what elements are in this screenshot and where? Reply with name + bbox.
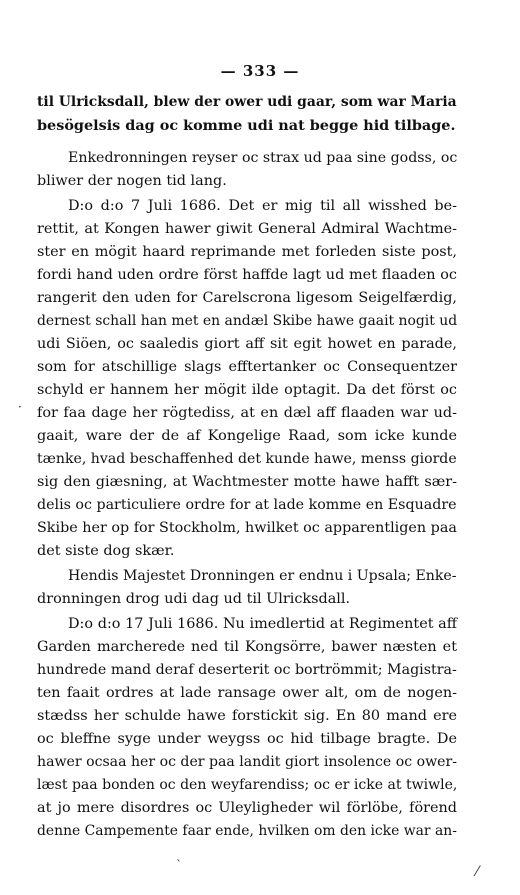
text-line: det siste dog skær.: [37, 543, 175, 559]
scan-speck: ˋ: [176, 858, 182, 872]
text-line: stædss her schulde hawe forstickit sig. En 80 mand ere: [37, 708, 457, 724]
text-line: oc bleffne syge under weygss oc hid tilbage bragte. De: [37, 731, 457, 747]
text-line: Hendis Majestet Dronningen er endnu i Upsala; Enke-: [68, 568, 457, 584]
text-line: D:o d:o 7 Juli 1686. Det er mig til all wisshed be-: [68, 198, 457, 214]
text-line: gaait, ware der de af Kongelige Raad, som icke kunde: [37, 428, 457, 444]
text-line: som for atschillige slags efftertanker oc Consequentzer: [37, 359, 457, 375]
text-line: dronningen drog udi dag ud til Ulricksdall.: [37, 591, 351, 607]
text-line: ster en mögit haard reprimande met forleden siste post,: [37, 244, 457, 260]
text-line: bliwer der nogen tid lang.: [37, 173, 227, 189]
text-line: schyld er hannem her mögit ilde optagit. Da det först oc: [37, 382, 457, 398]
text-line: at jo mere disordres oc Uleyligheder wil förlöbe, förend: [37, 800, 457, 816]
text-line: læst paa bonden oc den weyfarendiss; oc er icke at twiwle,: [37, 777, 458, 793]
text-line: besögelsis dag oc komme udi nat begge hid tilbage.: [37, 117, 456, 134]
text-line: Skibe her op for Stockholm, hwilket oc apparentligen paa: [37, 520, 457, 536]
scan-speck: ·: [18, 400, 22, 414]
text-line: rangerit den uden for Carelscrona ligesom Seigelfærdig,: [37, 290, 457, 306]
scan-speck: ⁄: [476, 864, 479, 880]
text-line: rettit, at Kongen hawer giwit General Admiral Wachtme-: [37, 221, 457, 237]
text-line: Garden marcherede ned til Kongsörre, bawer næsten et: [37, 639, 457, 655]
text-line: Enkedronningen reyser oc strax ud paa sine godss, oc: [68, 150, 458, 166]
text-line: fordi hand uden ordre först haffde lagt ud met flaaden oc: [37, 267, 457, 283]
text-line: dernest schall han met en andæl Skibe hawe gaait nogit ud: [37, 313, 458, 329]
text-line: tænke, hvad beschaffenhed det kunde hawe, menss giorde: [37, 451, 457, 467]
text-line: delis oc particuliere ordre for at lade komme en Esquadre: [37, 497, 457, 513]
text-line: hundrede mand deraf deserterit oc bortrömmit; Magistra-: [37, 662, 457, 678]
text-line: denne Campemente faar ende, hvilken om den icke war an-: [37, 823, 457, 839]
text-line: for faa dage her rögtediss, at en dæl aff flaaden war ud-: [37, 405, 457, 421]
page-number-header: — 333 —: [220, 62, 300, 80]
text-line: udi Siöen, oc saaledis giort aff sit egit howet en parade,: [37, 336, 457, 352]
text-line: ten faait ordres at lade ransage ower alt, om de nogen-: [37, 685, 457, 701]
text-line: D:o d:o 17 Juli 1686. Nu imedlertid at Regimentet aff: [68, 616, 457, 632]
text-line: til Ulricksdall, blew der ower udi gaar, som war Maria: [37, 93, 457, 110]
text-line: hawer ocsaa her oc der paa landit giort insolence oc ower-: [37, 754, 457, 770]
text-line: sig den giæsning, at Wachtmester motte hawe hafft sær-: [37, 474, 457, 490]
